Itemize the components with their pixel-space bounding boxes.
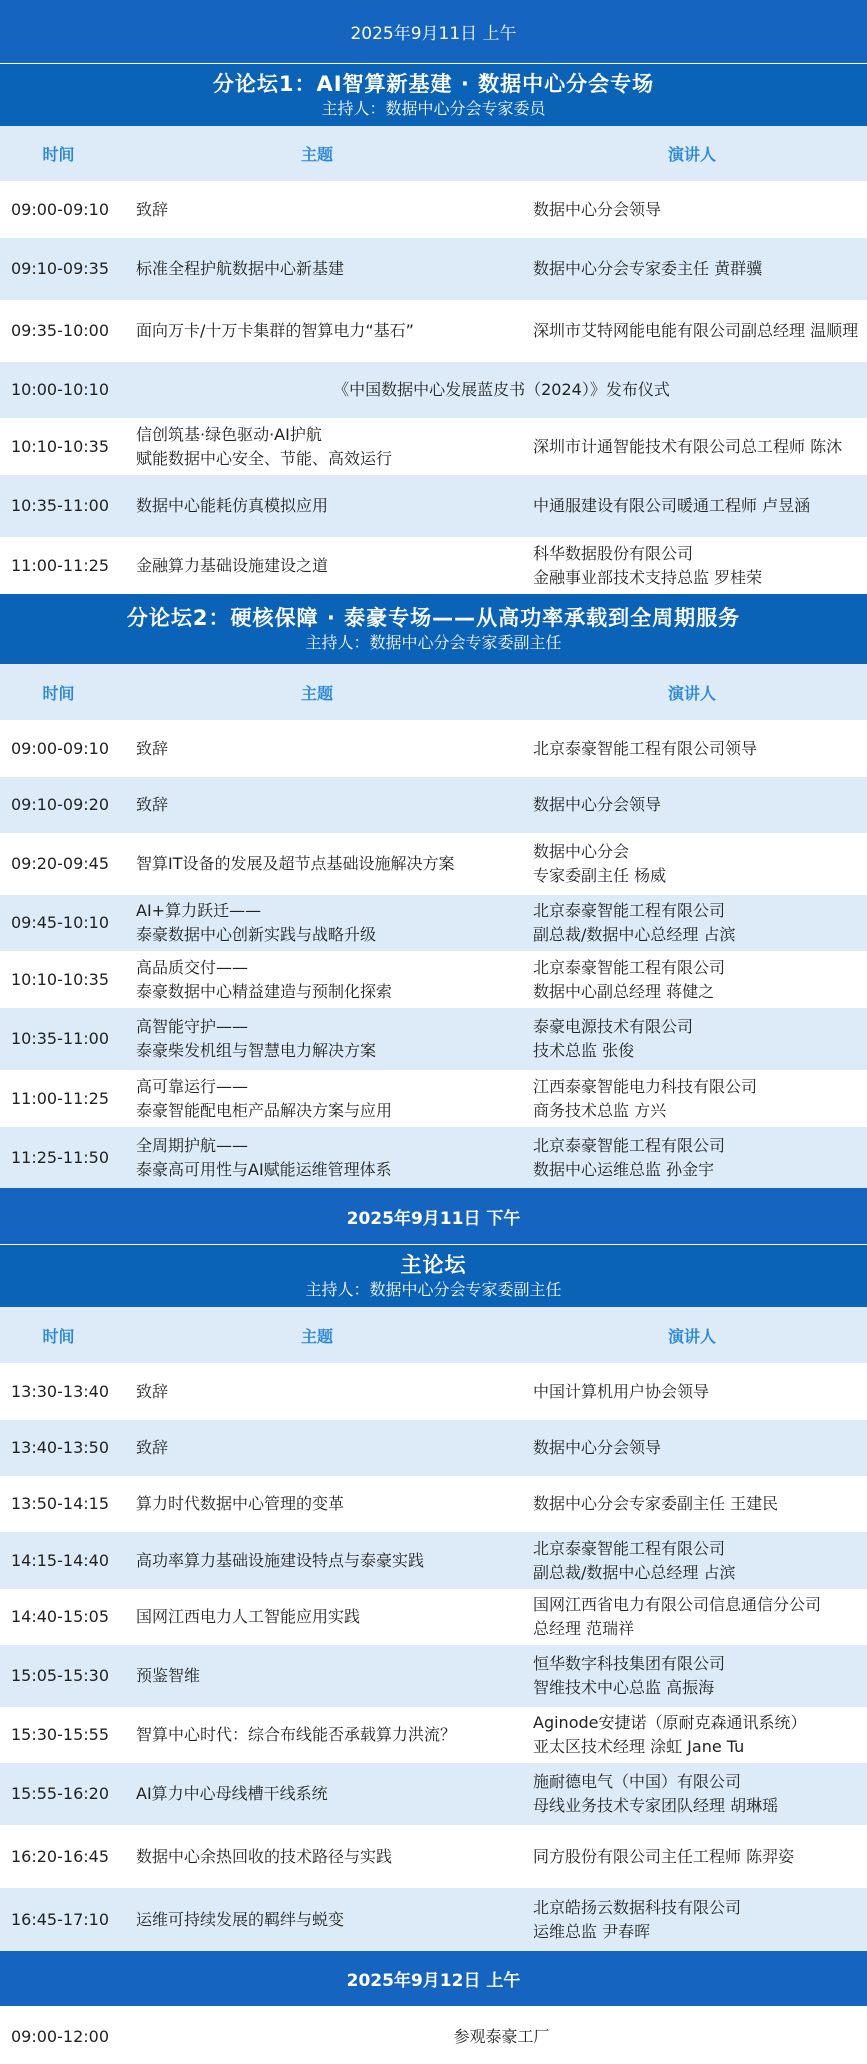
agenda-row bbox=[0, 1070, 867, 1127]
agenda-row bbox=[0, 1008, 867, 1070]
column-header-time: 时间 bbox=[42, 145, 75, 164]
session-time: 09:35-10:00 bbox=[11, 321, 109, 340]
session-topic: 高可靠运行—— 泰豪智能配电柜产品解决方案与应用 bbox=[136, 1076, 393, 1120]
session-time: 15:05-15:30 bbox=[11, 1666, 109, 1685]
session-time: 09:10-09:35 bbox=[11, 259, 109, 278]
agenda-row bbox=[0, 1825, 867, 1888]
session-topic: 致辞 bbox=[136, 1381, 169, 1401]
agenda-row bbox=[0, 951, 867, 1008]
session-topic: 全周期护航—— 泰豪高可用性与AI赋能运维管理体系 bbox=[136, 1135, 392, 1179]
session-time: 11:00-11:25 bbox=[11, 555, 109, 575]
agenda-row bbox=[0, 1888, 867, 1951]
session-topic: 金融算力基础设施建设之道 bbox=[136, 555, 329, 575]
session-topic: 参观泰豪工厂 bbox=[453, 2026, 550, 2046]
agenda-row bbox=[0, 720, 867, 777]
session-topic: 运维可持续发展的羁绊与蜕变 bbox=[136, 1909, 345, 1929]
session-topic: 信创筑基·绿色驱动·AI护航 赋能数据中心安全、节能、高效运行 bbox=[136, 424, 393, 468]
forum-host: 主持人：数据中心分会专家委副主任 bbox=[305, 633, 562, 652]
agenda-row bbox=[0, 475, 867, 537]
session-topic: 智算IT设备的发展及超节点基础设施解决方案 bbox=[136, 854, 455, 873]
session-topic: 《中国数据中心发展蓝皮书（2024）》发布仪式 bbox=[333, 380, 670, 399]
agenda-row bbox=[0, 1707, 867, 1763]
session-topic: 智算中心时代：综合布线能否承载算力洪流？ bbox=[136, 1725, 457, 1744]
session-speaker: 施耐德电气（中国）有限公司 母线业务技术专家团队经理 胡琳瑶 bbox=[533, 1772, 779, 1815]
session-time: 14:40-15:05 bbox=[11, 1607, 109, 1626]
forum-header bbox=[0, 1245, 867, 1307]
session-speaker: 数据中心分会专家委副主任 王建民 bbox=[533, 1494, 779, 1513]
session-time: 09:45-10:10 bbox=[11, 913, 109, 932]
session-time: 10:10-10:35 bbox=[11, 436, 109, 456]
agenda-row bbox=[0, 1532, 867, 1589]
forum-title: 分论坛1：AI智算新基建 · 数据中心分会专场 bbox=[212, 72, 655, 96]
agenda-row bbox=[0, 1127, 867, 1188]
forum-host: 主持人：数据中心分会专家委副主任 bbox=[305, 1280, 562, 1299]
session-time: 11:25-11:50 bbox=[11, 1147, 109, 1167]
agenda-row bbox=[0, 238, 867, 300]
session-speaker: 中国计算机用户协会领导 bbox=[533, 1381, 710, 1401]
column-header-topic: 主题 bbox=[300, 145, 333, 164]
agenda-row bbox=[0, 2007, 867, 2064]
session-speaker: 江西泰豪智能电力科技有限公司 商务技术总监 方兴 bbox=[533, 1076, 758, 1120]
session-speaker: 中通服建设有限公司暖通工程师 卢昱涵 bbox=[533, 496, 811, 515]
date-banner: 2025年9月11日 下午 bbox=[0, 1188, 867, 1245]
agenda-row bbox=[0, 418, 867, 475]
session-topic: 高功率算力基础设施建设特点与泰豪实践 bbox=[136, 1550, 425, 1570]
session-time: 13:50-14:15 bbox=[11, 1494, 109, 1513]
column-header-speaker: 演讲人 bbox=[667, 145, 716, 164]
forum-host: 主持人：数据中心分会专家委员 bbox=[321, 99, 546, 118]
session-speaker: 北京泰豪智能工程有限公司 数据中心运维总监 孙金宇 bbox=[533, 1135, 726, 1179]
session-speaker: Aginode安捷诺（原耐克森通讯系统） 亚太区技术经理 涂虹 Jane Tu bbox=[533, 1713, 807, 1756]
session-speaker: 科华数据股份有限公司 金融事业部技术支持总监 罗桂荣 bbox=[533, 543, 763, 587]
session-speaker: 数据中心分会 专家委副主任 杨威 bbox=[533, 842, 667, 885]
date-banner: 2025年9月11日 上午 bbox=[0, 0, 867, 64]
column-header-speaker: 演讲人 bbox=[667, 1326, 716, 1346]
column-header-time: 时间 bbox=[42, 683, 75, 703]
agenda-row bbox=[0, 895, 867, 951]
column-header-speaker: 演讲人 bbox=[667, 683, 716, 703]
session-time: 09:20-09:45 bbox=[11, 854, 109, 873]
agenda-row bbox=[0, 1645, 867, 1707]
session-topic: 致辞 bbox=[136, 738, 169, 758]
session-speaker: 国网江西省电力有限公司信息通信分公司 总经理 范瑞祥 bbox=[533, 1595, 822, 1638]
session-topic: 致辞 bbox=[136, 199, 169, 219]
session-time: 10:10-10:35 bbox=[11, 969, 109, 989]
column-header-time: 时间 bbox=[42, 1326, 75, 1346]
session-topic: 致辞 bbox=[136, 1438, 169, 1457]
session-time: 09:10-09:20 bbox=[11, 795, 109, 814]
session-topic: 数据中心余热回收的技术路径与实践 bbox=[136, 1846, 393, 1866]
agenda-row bbox=[0, 362, 867, 418]
session-speaker: 深圳市计通智能技术有限公司总工程师 陈沐 bbox=[533, 436, 843, 456]
date-banner: 2025年9月12日 上午 bbox=[0, 1951, 867, 2007]
session-time: 09:00-12:00 bbox=[11, 2026, 109, 2046]
session-time: 15:30-15:55 bbox=[11, 1725, 109, 1744]
session-topic: 算力时代数据中心管理的变革 bbox=[136, 1494, 345, 1513]
session-speaker: 同方股份有限公司主任工程师 陈羿姿 bbox=[533, 1846, 795, 1866]
session-time: 10:00-10:10 bbox=[11, 380, 109, 399]
session-time: 11:00-11:25 bbox=[11, 1088, 109, 1108]
session-speaker: 北京泰豪智能工程有限公司 副总裁/数据中心总经理 占滨 bbox=[533, 901, 736, 944]
session-time: 13:30-13:40 bbox=[11, 1381, 109, 1401]
session-speaker: 泰豪电源技术有限公司 技术总监 张俊 bbox=[533, 1017, 694, 1060]
session-topic: AI+算力跃迁—— 泰豪数据中心创新实践与战略升级 bbox=[136, 901, 377, 944]
session-time: 13:40-13:50 bbox=[11, 1438, 109, 1457]
session-speaker: 北京泰豪智能工程有限公司领导 bbox=[533, 738, 758, 758]
agenda-row bbox=[0, 1363, 867, 1420]
forum-header bbox=[0, 594, 867, 664]
session-topic: AI算力中心母线槽干线系统 bbox=[136, 1784, 328, 1803]
session-speaker: 北京泰豪智能工程有限公司 副总裁/数据中心总经理 占滨 bbox=[533, 1538, 736, 1582]
session-topic: 致辞 bbox=[136, 795, 169, 814]
agenda-row bbox=[0, 1420, 867, 1476]
forum-title: 主论坛 bbox=[400, 1253, 467, 1277]
session-topic: 高品质交付—— 泰豪数据中心精益建造与预制化探索 bbox=[136, 957, 393, 1001]
session-topic: 标准全程护航数据中心新基建 bbox=[136, 259, 345, 278]
session-topic: 高智能守护—— 泰豪柴发机组与智慧电力解决方案 bbox=[136, 1017, 377, 1060]
session-topic: 数据中心能耗仿真模拟应用 bbox=[136, 496, 329, 515]
session-topic: 预鉴智维 bbox=[136, 1666, 201, 1685]
session-speaker: 北京皓扬云数据科技有限公司 运维总监 尹春晖 bbox=[533, 1897, 742, 1941]
agenda-row bbox=[0, 1476, 867, 1532]
column-header-topic: 主题 bbox=[300, 683, 333, 703]
session-speaker: 数据中心分会领导 bbox=[533, 1438, 662, 1457]
session-speaker: 北京泰豪智能工程有限公司 数据中心副总经理 蒋健之 bbox=[533, 957, 726, 1001]
session-topic: 面向万卡/十万卡集群的智算电力“基石” bbox=[136, 321, 414, 340]
column-header-row bbox=[0, 126, 867, 181]
agenda-row bbox=[0, 833, 867, 895]
agenda-row bbox=[0, 181, 867, 238]
column-header-topic: 主题 bbox=[300, 1326, 333, 1346]
session-time: 15:55-16:20 bbox=[11, 1784, 109, 1803]
session-speaker: 数据中心分会领导 bbox=[533, 199, 662, 219]
forum-title: 分论坛2：硬核保障 · 泰豪专场——从高功率承载到全周期服务 bbox=[126, 606, 741, 630]
agenda-row bbox=[0, 537, 867, 594]
column-header-row bbox=[0, 1307, 867, 1363]
agenda-row bbox=[0, 1589, 867, 1645]
session-time: 09:00-09:10 bbox=[11, 738, 109, 758]
agenda-row bbox=[0, 777, 867, 833]
session-time: 16:20-16:45 bbox=[11, 1846, 109, 1866]
session-time: 16:45-17:10 bbox=[11, 1909, 109, 1929]
session-speaker: 深圳市艾特网能电能有限公司副总经理 温顺理 bbox=[533, 321, 859, 340]
session-time: 09:00-09:10 bbox=[11, 199, 109, 219]
agenda-row bbox=[0, 300, 867, 362]
session-time: 10:35-11:00 bbox=[11, 1029, 109, 1048]
agenda-row bbox=[0, 1763, 867, 1825]
session-speaker: 数据中心分会领导 bbox=[533, 795, 662, 814]
session-time: 14:15-14:40 bbox=[11, 1550, 109, 1570]
forum-header bbox=[0, 64, 867, 126]
session-time: 10:35-11:00 bbox=[11, 496, 109, 515]
column-header-row bbox=[0, 664, 867, 720]
session-topic: 国网江西电力人工智能应用实践 bbox=[136, 1607, 361, 1626]
session-speaker: 数据中心分会专家委主任 黄群骥 bbox=[533, 259, 763, 278]
session-speaker: 恒华数字科技集团有限公司 智维技术中心总监 高振海 bbox=[533, 1654, 726, 1697]
